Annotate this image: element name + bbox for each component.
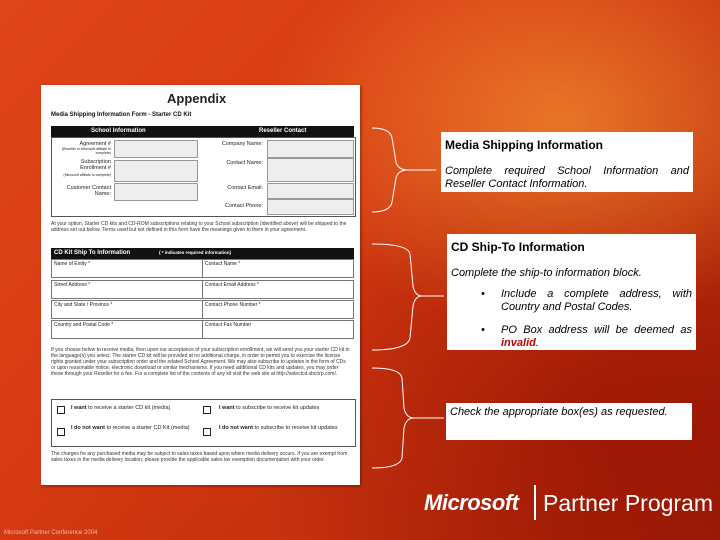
callout-ship-bullet-2-suffix: . — [535, 337, 539, 349]
bullet-dot-icon: • — [481, 324, 485, 336]
bullet-dot-icon: • — [481, 288, 485, 300]
callout-ship-to — [447, 234, 696, 350]
ship-contact-email-cell[interactable]: Contact Email Address * — [202, 280, 354, 299]
callout-ship-bullet-2 — [451, 324, 692, 350]
brace-check — [372, 368, 414, 468]
option-bold-2: I want — [219, 405, 235, 411]
option-bold-4: I do not want — [219, 425, 253, 431]
logo-divider — [534, 485, 536, 520]
enrollment-label: Subscription Enrollment # — [80, 159, 111, 171]
ship-to-label: CD Kit Ship To Information — [54, 250, 131, 256]
form-title: Appendix — [167, 91, 227, 106]
callout-media-heading: Media Shipping Information — [445, 138, 603, 152]
customer-contact-label: Customer Contact Name: — [66, 185, 111, 197]
ship-fax-cell[interactable]: Contact Fax Number — [202, 320, 354, 339]
invalid-highlight: invalid — [501, 337, 536, 349]
contact-phone-label: Contact Phone: — [225, 203, 263, 209]
callout-check-boxes — [446, 403, 692, 440]
form-subtitle: Media Shipping Information Form - Starter CD Kit — [51, 112, 192, 118]
callout-ship-bullet-2-text: PO Box address will be deemed as — [501, 324, 692, 336]
form-paragraph-2: If you choose below to receive media, then upon our acceptance of your subscription enrollment, we will send you your starter CD kit in the language(s) you select. The starter CD kit will be provided at no additional charge, in order to permit you to exercise the license rights granted under your subscription order and the related School Agreement. We may also subscribe to updates in the form of CDs or upon reasonable notice, electronic download or similar mechanisms. If you need additional CD kits and updates, you may order these through your Reseller for a fee. For a complete list of the contents of any kit visit the web site at http://selectcd.sbcorp.com/. — [51, 347, 350, 377]
callout-media-shipping — [441, 132, 693, 192]
option-text-4: to subscribe to receive kit updates — [254, 425, 338, 431]
ship-contact-phone-cell[interactable]: Contact Phone Number * — [202, 300, 354, 319]
callout-ship-bullet-1 — [451, 288, 692, 314]
option-bold-3: I do not want — [71, 425, 105, 431]
agreement-note: (Reseller or Microsoft affiliate to complete) — [61, 147, 111, 155]
brace-ship — [372, 244, 422, 350]
contact-name-label: Contact Name: — [226, 160, 263, 166]
callout-media-body: Complete required School Information and Reseller Contact Information. — [445, 165, 689, 190]
form-paragraph-3: The charges for any purchased media may be subject to sales taxes based upon where media delivery occurs. If you are exempt from sales taxes in the media delivery location, please provide the applicable sales tax exemption documentation with your order. — [51, 451, 348, 463]
school-info-label: School Information — [91, 128, 146, 134]
ship-contact-name-cell[interactable]: Contact Name * — [202, 259, 354, 278]
callout-ship-body: Complete the ship-to information block. — [451, 267, 642, 279]
ship-street-cell[interactable]: Street Address * — [51, 280, 203, 299]
callout-ship-bullet-1-text: Include a complete address, with Country and Postal Codes. — [501, 288, 692, 313]
ship-country-cell[interactable]: Country and Postal Code * — [51, 320, 203, 339]
callout-ship-heading: CD Ship-To Information — [451, 240, 585, 254]
callout-ship-bullets — [451, 288, 692, 350]
ship-city-cell[interactable]: City and State / Province * — [51, 300, 203, 319]
option-text-2: to subscribe to receive kit updates — [236, 405, 320, 411]
option-text-3: to receive a starter CD Kit (media) — [106, 425, 190, 431]
callout-check-body: Check the appropriate box(es) as requested. — [450, 406, 668, 418]
brace-media — [372, 128, 408, 212]
enrollment-note: (Microsoft affiliate to complete) — [63, 173, 111, 177]
form-paragraph-1: At your option, Starter CD kits and CD-ROM subscriptions relating to your School subscription (identified above) will be shipped to the address set out below. Terms used but not defined in this form have the meanings given to them in your agreement. — [51, 221, 347, 233]
option-bold-1: I want — [71, 405, 87, 411]
agreement-label: Agreement # — [79, 141, 111, 147]
option-text-1: to receive a starter CD kit (media) — [88, 405, 171, 411]
reseller-contact-label: Reseller Contact — [259, 128, 307, 134]
partner-program-label: Partner Program — [543, 490, 714, 516]
ship-entity-cell[interactable]: Name of Entity * — [51, 259, 203, 278]
ship-to-note: ( * indicates required information) — [159, 250, 232, 255]
footer-text: Microsoft Partner Conference 2004 — [4, 530, 98, 536]
company-name-label: Company Name: — [221, 141, 263, 147]
contact-email-label: Contact Email: — [227, 185, 263, 191]
microsoft-logo: Microsoft — [424, 490, 519, 515]
